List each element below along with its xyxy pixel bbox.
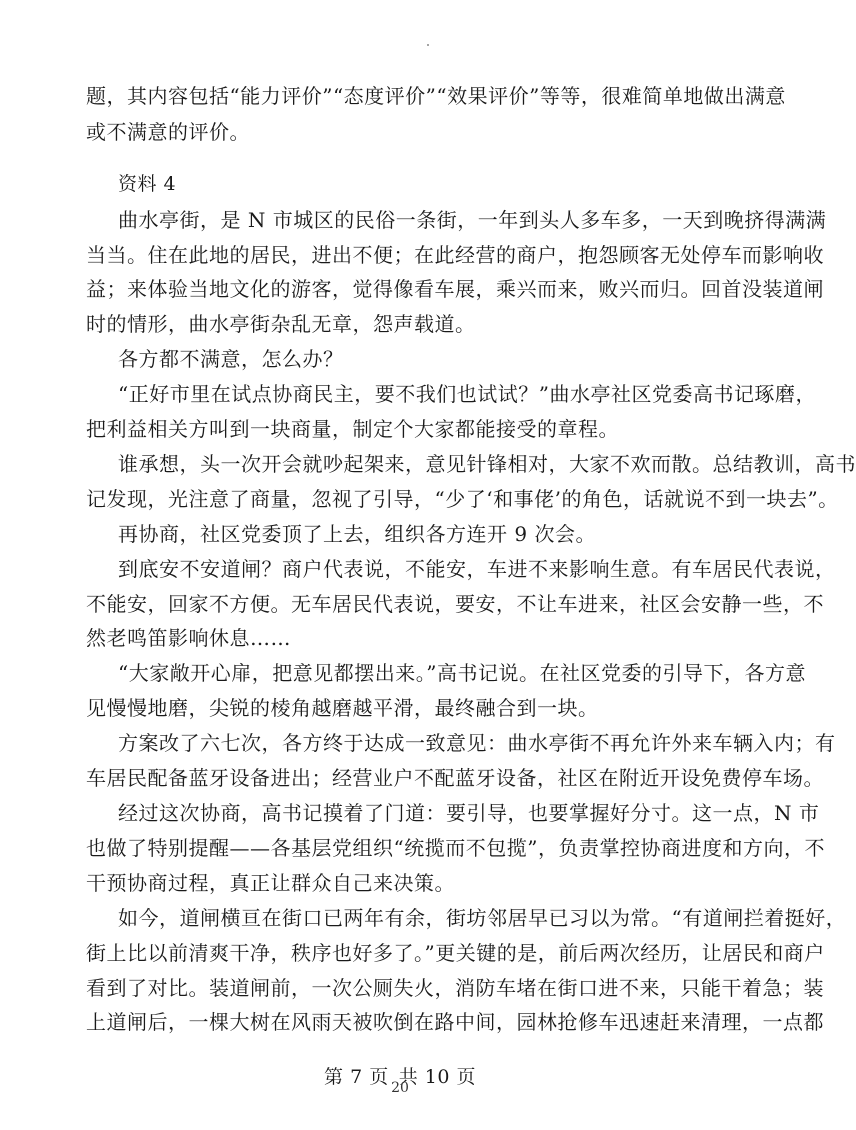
text-line: 益；来体验当地文化的游客，觉得像看车展，乘兴而来，败兴而归。回首没装道闸 bbox=[86, 277, 824, 301]
text-line: 方案改了六七次，各方终于达成一致意见：曲水亭街不再允许外来车辆入内；有 bbox=[118, 731, 836, 755]
section-heading: 资料 4 bbox=[118, 173, 177, 195]
text-line: 见慢慢地磨，尖锐的棱角越磨越平滑，最终融合到一块。 bbox=[86, 696, 599, 720]
current-page-label: 第 7 页 bbox=[324, 1066, 389, 1088]
text-line: “正好市里在试点协商民主，要不我们也试试？”曲水亭社区党委高书记琢磨， bbox=[118, 382, 816, 406]
text-line: 也做了特别提醒——各基层党组织“统揽而不包揽”，负责掌控协商进度和方向，不 bbox=[86, 836, 825, 860]
text-line: 街上比以前清爽干净，秩序也好多了。”更关键的是，前后两次经历，让居民和商户 bbox=[86, 941, 825, 965]
total-pages-label: 共 10 页 bbox=[398, 1066, 476, 1088]
text-line: 曲水亭街，是 N 市城区的民俗一条街，一年到头人多车多，一天到晚挤得满满 bbox=[118, 208, 827, 232]
text-line: “大家敞开心扉，把意见都摆出来。”高书记说。在社区党委的引导下，各方意 bbox=[118, 661, 806, 685]
text-line: 车居民配备蓝牙设备进出；经营业户不配蓝牙设备，社区在附近开设免费停车场。 bbox=[86, 766, 824, 790]
text-line: 到底安不安道闸？商户代表说，不能安，车进不来影响生意。有车居民代表说， bbox=[118, 557, 836, 581]
text-line: 或不满意的评价。 bbox=[86, 120, 250, 144]
text-line: 干预协商过程，真正让群众自己来决策。 bbox=[86, 871, 455, 895]
text-line: 时的情形，曲水亭街杂乱无章，怨声载道。 bbox=[86, 312, 476, 336]
text-line: 看到了对比。装道闸前，一次公厕失火，消防车堵在街口进不来，只能干着急；装 bbox=[86, 976, 824, 1000]
text-line: 再协商，社区党委顶了上去，组织各方连开 9 次会。 bbox=[118, 522, 596, 546]
text-line: 如今，道闸横亘在街口已两年有余，街坊邻居早已习以为常。“有道闸拦着挺好， bbox=[118, 906, 847, 930]
text-line: 题，其内容包括“能力评价”“态度评价”“效果评价”等等，很难简单地做出满意 bbox=[86, 84, 786, 108]
text-line: 经过这次协商，高书记摸着了门道：要引导，也要掌握好分寸。这一点，N 市 bbox=[118, 801, 820, 825]
page-number: 20 bbox=[391, 1080, 409, 1096]
scan-speck bbox=[427, 44, 429, 46]
text-line: 记发现，光注意了商量，忽视了引导，“少了‘和事佬’的角色，话就说不到一块去”。 bbox=[86, 487, 839, 511]
text-line: 各方都不满意，怎么办？ bbox=[118, 347, 344, 371]
text-line: 当当。住在此地的居民，进出不便；在此经营的商户，抱怨顾客无处停车而影响收 bbox=[86, 243, 824, 267]
text-line: 然老鸣笛影响休息…… bbox=[86, 626, 291, 650]
text-line: 上道闸后，一棵大树在风雨天被吹倒在路中间，园林抢修车迅速赶来清理，一点都 bbox=[86, 1010, 824, 1034]
text-line: 把利益相关方叫到一块商量，制定个大家都能接受的章程。 bbox=[86, 417, 619, 441]
text-line: 不能安，回家不方便。无车居民代表说，要安，不让车进来，社区会安静一些，不 bbox=[86, 592, 824, 616]
text-line: 谁承想，头一次开会就吵起架来，意见针锋相对，大家不欢而散。总结教训，高书 bbox=[118, 452, 856, 476]
